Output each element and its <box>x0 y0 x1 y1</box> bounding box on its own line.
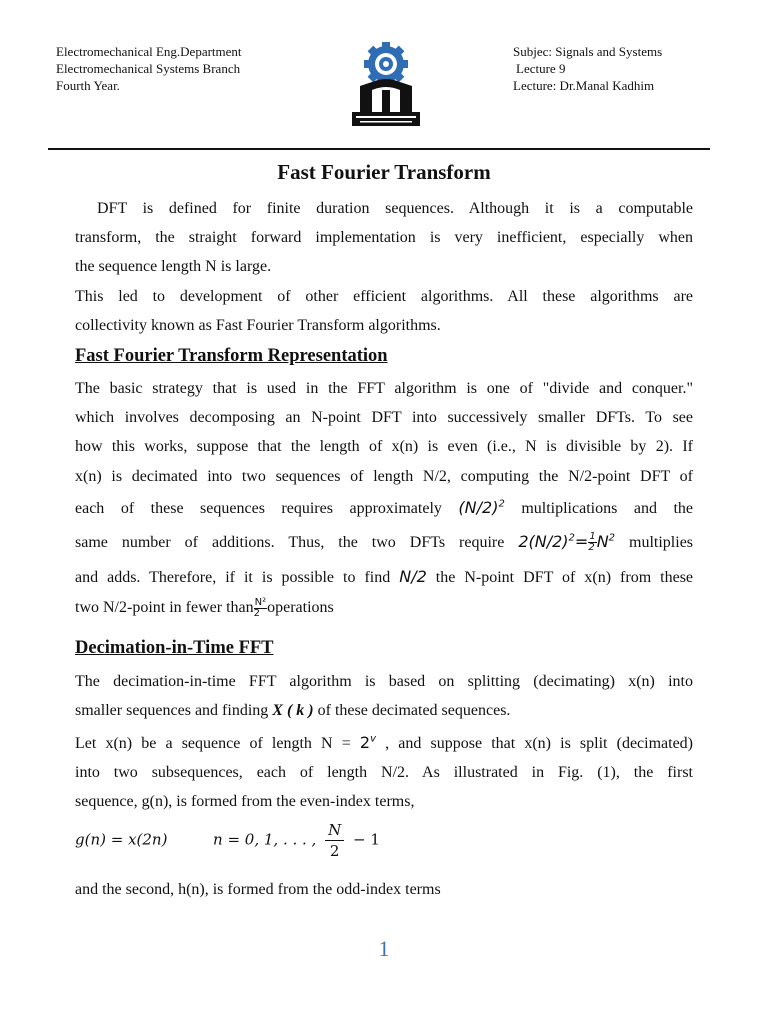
header-left <box>56 43 242 94</box>
section1-line-8-text-a: two N/2-point in fewer than <box>75 599 254 617</box>
section1-line-7-text-a: and adds. Therefore, if it is possible to find <box>75 569 391 586</box>
formula-n-over-2 <box>458 498 504 517</box>
equation-g-of-n-left: g(n) = x(2n) <box>75 830 168 849</box>
fraction-one-half <box>588 532 596 553</box>
equation-g-of-n-right: − 1 <box>353 830 380 849</box>
section2-line-2-text-b: of these decimated sequences. <box>317 702 511 719</box>
section1-line-7 <box>75 567 693 587</box>
intro-line-1: DFT is defined for finite duration sequences. Although it is a computable <box>97 200 693 217</box>
header-branch: Electromechanical Systems Branch <box>56 61 241 76</box>
intro-line-2: transform, the straight forward implementation is very inefficient, especially when <box>75 229 693 246</box>
formula-n: N <box>596 532 609 551</box>
section1-line-5 <box>75 498 693 518</box>
intro-line-3: the sequence length N is large. <box>75 258 272 275</box>
section1-line-5-text-a: each of these sequences requires approximately <box>75 500 442 517</box>
section1-line-1: The basic strategy that is used in the FFT algorithm is one of "divide and conquer." <box>75 380 693 397</box>
header-right <box>513 43 662 94</box>
header-divider <box>48 148 710 150</box>
section2-line-5: sequence, g(n), is formed from the even-index terms, <box>75 793 415 810</box>
section2-line-2-text-a: smaller sequences and finding <box>75 702 269 719</box>
equation-n-over-2-fraction <box>325 820 344 861</box>
fraction-one-half-denominator: 2 <box>588 542 595 553</box>
section1-line-7-text-b: the N-point DFT of x(n) from these <box>435 569 694 586</box>
section2-line-2 <box>75 702 693 720</box>
equation-fraction-numerator: N <box>325 820 344 841</box>
section1-line-8-text-b: operations <box>267 599 334 617</box>
formula-n-exponent: 2 <box>608 532 616 544</box>
formula-two-dft-exponent: 2 <box>568 532 575 544</box>
header-subject: Subjec: Signals and Systems <box>513 44 663 59</box>
fraction-n-squared-numerator: N² <box>254 597 267 608</box>
formula-two-to-v-base: 2 <box>359 733 371 752</box>
fraction-n-squared-denominator: 2 <box>253 608 260 619</box>
page-title: Fast Fourier Transform <box>277 160 491 184</box>
formula-two-to-v <box>360 733 376 752</box>
page-number: 1 <box>378 936 390 961</box>
fraction-one-half-numerator: 1 <box>589 531 596 542</box>
header-lecturer: Lecture: Dr.Manal Kadhim <box>513 78 655 93</box>
section2-line-6: and the second, h(n), is formed from the odd-index terms <box>75 881 441 898</box>
section2-line-4: into two subsequences, each of length N/2. As illustrated in Fig. (1), the first <box>75 764 693 781</box>
section1-line-6 <box>75 532 693 553</box>
formula-n-over-2-base: (N/2) <box>458 498 499 517</box>
section2-line-1: The decimation-in-time FFT algorithm is based on splitting (decimating) x(n) into <box>75 673 693 690</box>
header-year: Fourth Year. <box>56 78 120 93</box>
formula-n-over-2-exponent: 2 <box>498 498 505 510</box>
fraction-n-squared-over-2 <box>254 598 268 619</box>
intro-line-5: collectivity known as Fast Fourier Transform algorithms. <box>75 317 441 334</box>
formula-x-of-k: X ( k ) <box>272 702 314 719</box>
section1-line-8 <box>75 598 693 619</box>
formula-equals: = <box>574 532 589 551</box>
section1-line-2: which involves decomposing an N-point DFT into successively smaller DFTs. To see <box>75 409 693 426</box>
section2-line-3-text-b: , and suppose that x(n) is split (decimated) <box>385 735 694 752</box>
section-heading-decimation-in-time: Decimation-in-Time FFT <box>75 638 274 658</box>
equation-fraction-denominator: 2 <box>329 842 340 860</box>
section1-line-6-text-a: same number of additions. Thus, the two DFTs require <box>75 534 505 551</box>
header-department: Electromechanical Eng.Department <box>56 44 242 59</box>
intro-line-4: This led to development of other efficient algorithms. All these algorithms are <box>75 288 693 305</box>
equation-g-of-n <box>75 820 380 861</box>
section1-line-5-text-b: multiplications and the <box>521 500 693 517</box>
section1-line-6-text-b: multiplies <box>629 534 694 551</box>
formula-two-dft-base: 2(N/2) <box>518 532 569 551</box>
formula-two-to-v-exponent: v <box>370 733 377 745</box>
university-gear-logo-icon <box>346 42 426 130</box>
section2-line-3 <box>75 733 693 753</box>
formula-two-dft-cost <box>518 532 615 551</box>
equation-g-of-n-range: n = 0, 1, . . . , <box>213 830 317 849</box>
section1-line-4: x(n) is decimated into two sequences of length N/2, computing the N/2-point DFT of <box>75 468 693 485</box>
header-lecture-number: Lecture 9 <box>516 61 566 76</box>
section1-line-3: how this works, suppose that the length of x(n) is even (i.e., N is divisible by 2). If <box>75 438 693 455</box>
section2-line-3-text-a: Let x(n) be a sequence of length N = <box>75 735 351 752</box>
formula-n-half: N/2 <box>399 567 427 586</box>
section-heading-fft-representation: Fast Fourier Transform Representation <box>75 346 388 366</box>
